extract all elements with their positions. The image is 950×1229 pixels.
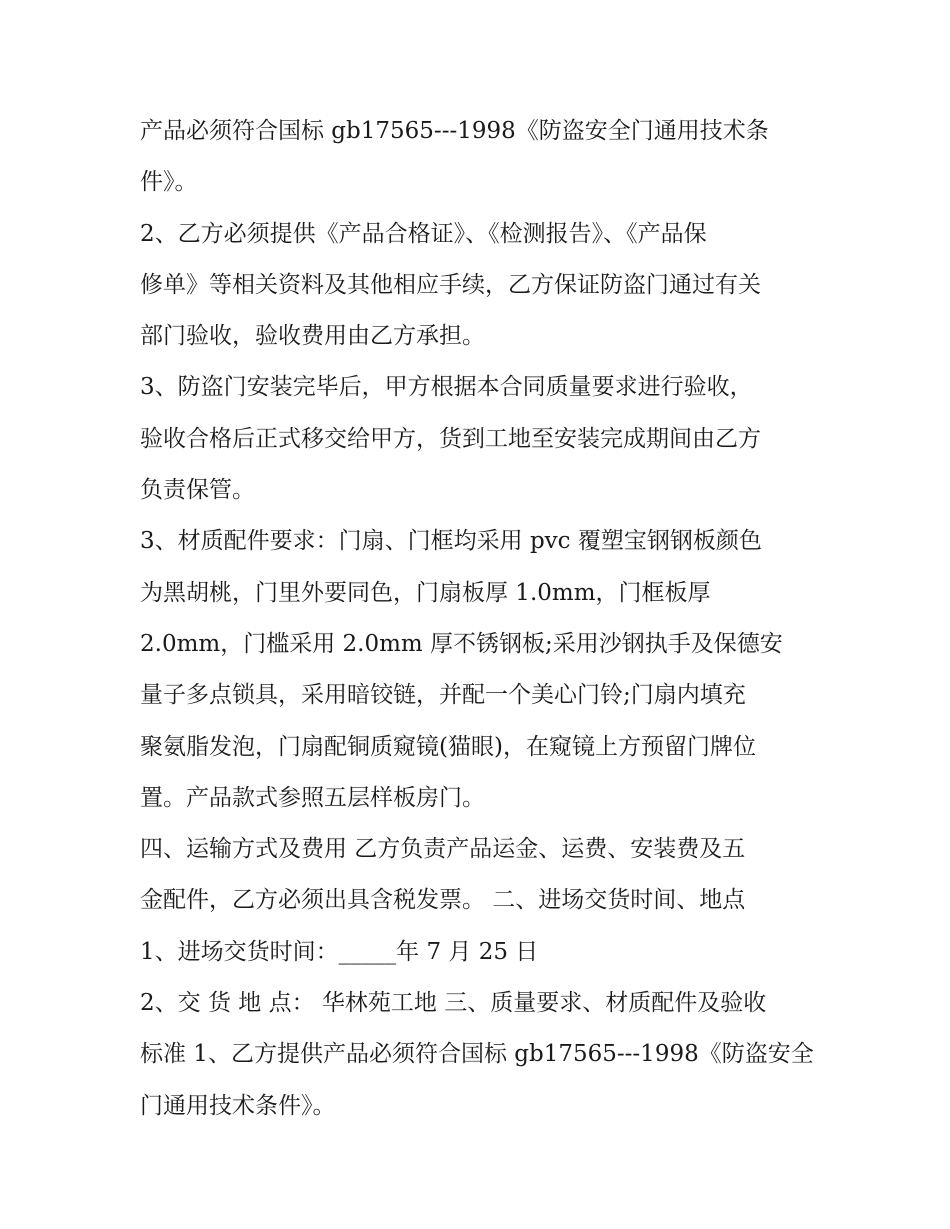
text-line: 四、运输方式及费用 乙方负责产品运金、运费、安装费及五 <box>140 836 746 863</box>
text-line: 修单》等相关资料及其他相应手续，乙方保证防盗门通过有关 <box>140 271 761 298</box>
text-line: 金配件，乙方必须出具含税发票。 二、进场交货时间、地点 <box>140 887 746 914</box>
text-line: 部门验收，验收费用由乙方承担。 <box>140 323 485 350</box>
text-line: 量子多点锁具，采用暗铰链，并配一个美心门铃;门扇内填充 <box>140 682 746 709</box>
text-line: 3、防盗门安装完毕后，甲方根据本合同质量要求进行验收， <box>140 374 753 401</box>
text-line: 2、乙方必须提供《产品合格证》、《检测报告》、《产品保 <box>140 220 707 247</box>
text-line: 标准 1、乙方提供产品必须符合国标 gb17565---1998《防盗安全 <box>140 1041 814 1068</box>
text-line: 产品必须符合国标 gb17565---1998《防盗安全门通用技术条 <box>140 118 769 144</box>
text-line: 1、进场交货时间：_____年 7 月 25 日 <box>140 938 539 965</box>
text-line: 2、交 货 地 点： 华林苑工地 三、质量要求、材质配件及验收 <box>140 990 767 1017</box>
text-line: 为黑胡桃，门里外要同色，门扇板厚 1.0mm，门框板厚 <box>140 579 711 606</box>
document-body <box>140 106 820 1132</box>
text-line: 3、材质配件要求：门扇、门框均采用 pvc 覆塑宝钢钢板颜色 <box>140 528 762 555</box>
text-line: 聚氨脂发泡，门扇配铜质窥镜(猫眼)，在窥镜上方预留门牌位 <box>140 733 756 760</box>
text-line: 验收合格后正式移交给甲方，货到工地至安装完成期间由乙方 <box>140 425 761 452</box>
text-line: 件》。 <box>140 169 198 196</box>
text-line: 置。产品款式参照五层样板房门。 <box>140 784 485 811</box>
text-line: 2.0mm，门槛采用 2.0mm 厚不锈钢板;采用沙钢执手及保德安 <box>140 630 783 657</box>
text-line: 负责保管。 <box>140 477 255 504</box>
text-line: 门通用技术条件》。 <box>140 1092 336 1119</box>
